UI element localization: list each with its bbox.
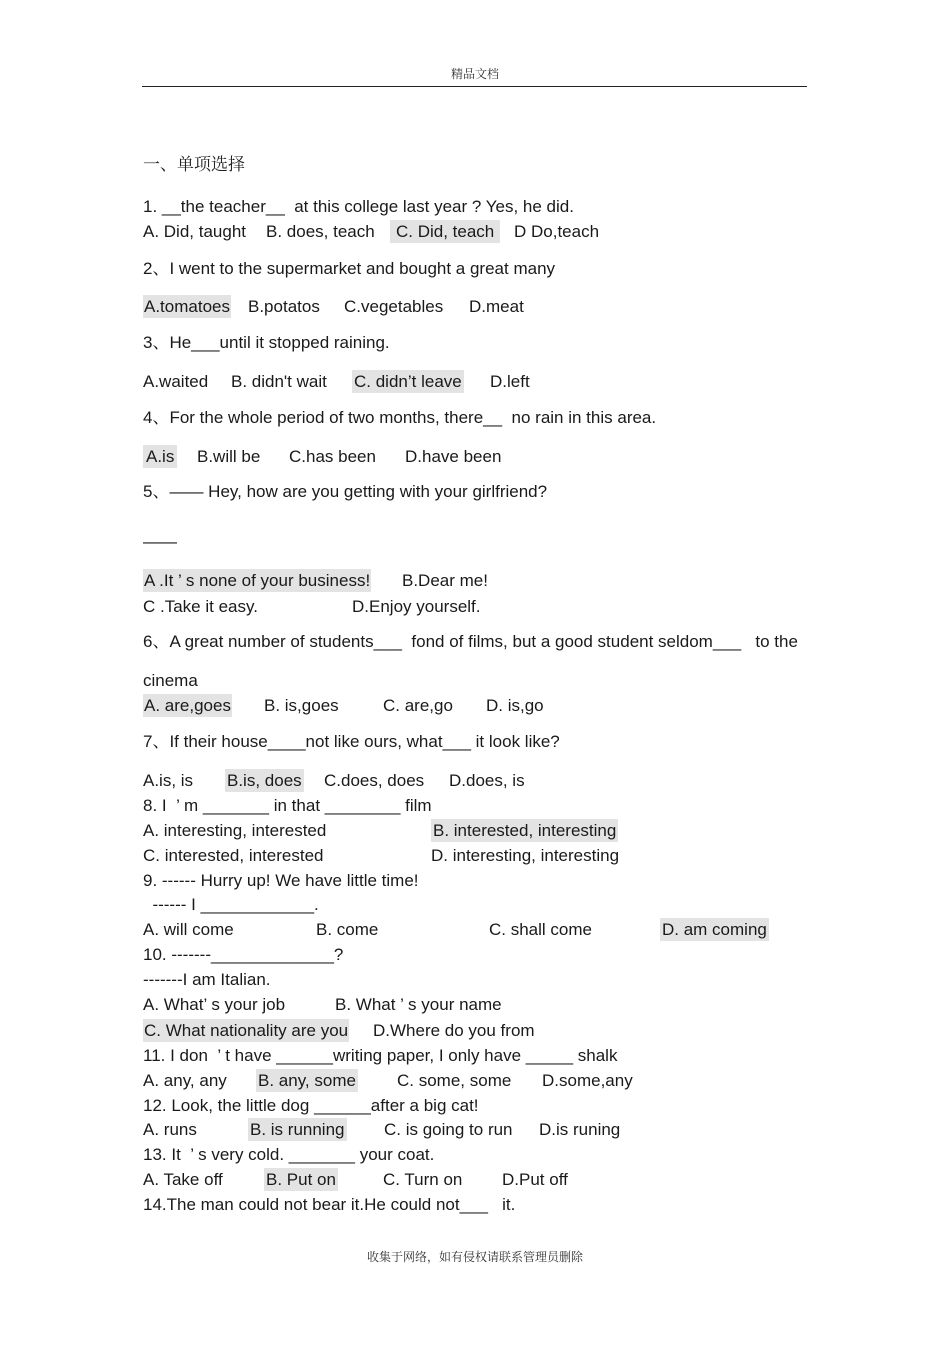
question-6-continued: cinema [143,671,198,690]
q2-option-d: D.meat [469,297,524,316]
question-7: 7、If their house____not like ours, what___ it look like? [143,732,560,751]
question-3: 3、He___until it stopped raining. [143,333,390,352]
q6-option-a-answer: A. are,goes [144,696,231,715]
q8-option-b-answer: B. interested, interesting [433,821,617,840]
q8-option-d: D. interesting, interesting [431,846,620,865]
q9-option-c: C. shall come [489,920,592,939]
q3-option-d: D.left [490,372,530,391]
q5-option-a-answer: A .It ’ s none of your business! [144,571,371,590]
q10-option-b: B. What ’ s your name [335,995,502,1014]
q10-option-d: D.Where do you from [373,1021,535,1040]
q5-option-d: D.Enjoy yourself. [352,597,481,616]
q5-option-c: C .Take it easy. [143,597,258,616]
question-9: 9. ------ Hurry up! We have little time! [143,871,419,890]
q6-option-b: B. is,goes [264,696,339,715]
question-2: 2、I went to the supermarket and bought a great many [143,259,556,278]
section-title: 一、单项选择 [143,155,245,175]
q12-option-d: D.is runing [539,1120,621,1139]
q12-option-b-answer: B. is running [250,1120,345,1139]
q7-option-c: C.does, does [324,771,425,790]
q12-option-a: A. runs [143,1120,197,1139]
question-12: 12. Look, the little dog ______after a big cat! [143,1096,479,1115]
q2-option-c: C.vegetables [344,297,444,316]
question-1: 1. __the teacher__ at this college last year ? Yes, he did. [143,197,574,216]
question-6: 6、A great number of students___ fond of films, but a good student seldom___ to the [143,632,798,651]
question-10: 10. -------_____________? [143,945,344,964]
q9-option-b: B. come [316,920,379,939]
q5-option-b: B.Dear me! [402,571,488,590]
question-11: 11. I don ’ t have ______writing paper, I only have _____ shalk [143,1046,618,1065]
q5-reply-dash: —— [143,532,177,551]
q3-option-a: A.waited [143,372,209,391]
question-14: 14.The man could not bear it.He could not___ it. [143,1195,516,1214]
q12-option-c: C. is going to run [384,1120,513,1139]
q11-option-c: C. some, some [397,1071,512,1090]
q8-option-a: A. interesting, interested [143,821,327,840]
q1-option-d: D Do,teach [514,222,600,241]
q7-option-a: A.is, is [143,771,194,790]
q3-option-b: B. didn't wait [231,372,327,391]
q9-option-d-answer: D. am coming [662,920,767,939]
question-13: 13. It ’ s very cold. _______ your coat. [143,1145,435,1164]
q11-option-b-answer: B. any, some [258,1071,356,1090]
q7-option-d: D.does, is [449,771,525,790]
q13-option-a: A. Take off [143,1170,223,1189]
q1-option-a: A. Did, taught [143,222,247,241]
page-header: 精品文档 [450,67,499,81]
q10-option-a: A. What’ s your job [143,995,286,1014]
q13-option-b-answer: B. Put on [266,1170,336,1189]
header-rule [142,86,807,87]
q4-option-b: B.will be [197,447,261,466]
q8-option-c: C. interested, interested [143,846,324,865]
q3-option-c-answer: C. didn’t leave [354,372,462,391]
q1-option-b: B. does, teach [266,222,375,241]
q9-option-a: A. will come [143,920,234,939]
q4-option-a-answer: A.is [143,445,177,468]
q10-reply: -------I am Italian. [143,970,271,989]
q11-option-a: A. any, any [143,1071,227,1090]
q2-option-b: B.potatos [248,297,320,316]
q6-option-c: C. are,go [383,696,453,715]
q6-option-d: D. is,go [486,696,544,715]
page-footer: 收集于网络，如有侵权请联系管理员删除 [366,1250,583,1264]
q13-option-c: C. Turn on [383,1170,463,1189]
q4-option-c: C.has been [289,447,376,466]
question-4: 4、For the whole period of two months, there__ no rain in this area. [143,408,657,427]
q7-option-b-answer: B.is, does [227,771,302,790]
q11-option-d: D.some,any [542,1071,633,1090]
q1-option-c-answer: C. Did, teach [390,220,500,243]
question-5: 5、—— Hey, how are you getting with your girlfriend? [143,482,548,501]
q13-option-d: D.Put off [502,1170,568,1189]
q2-option-a-answer: A.tomatoes [144,297,230,316]
question-8: 8. I ’ m _______ in that ________ film [143,796,432,815]
q4-option-d: D.have been [405,447,502,466]
q9-reply: ------ I ____________. [143,895,319,914]
q10-option-c-answer: C. What nationality are you [144,1021,349,1040]
